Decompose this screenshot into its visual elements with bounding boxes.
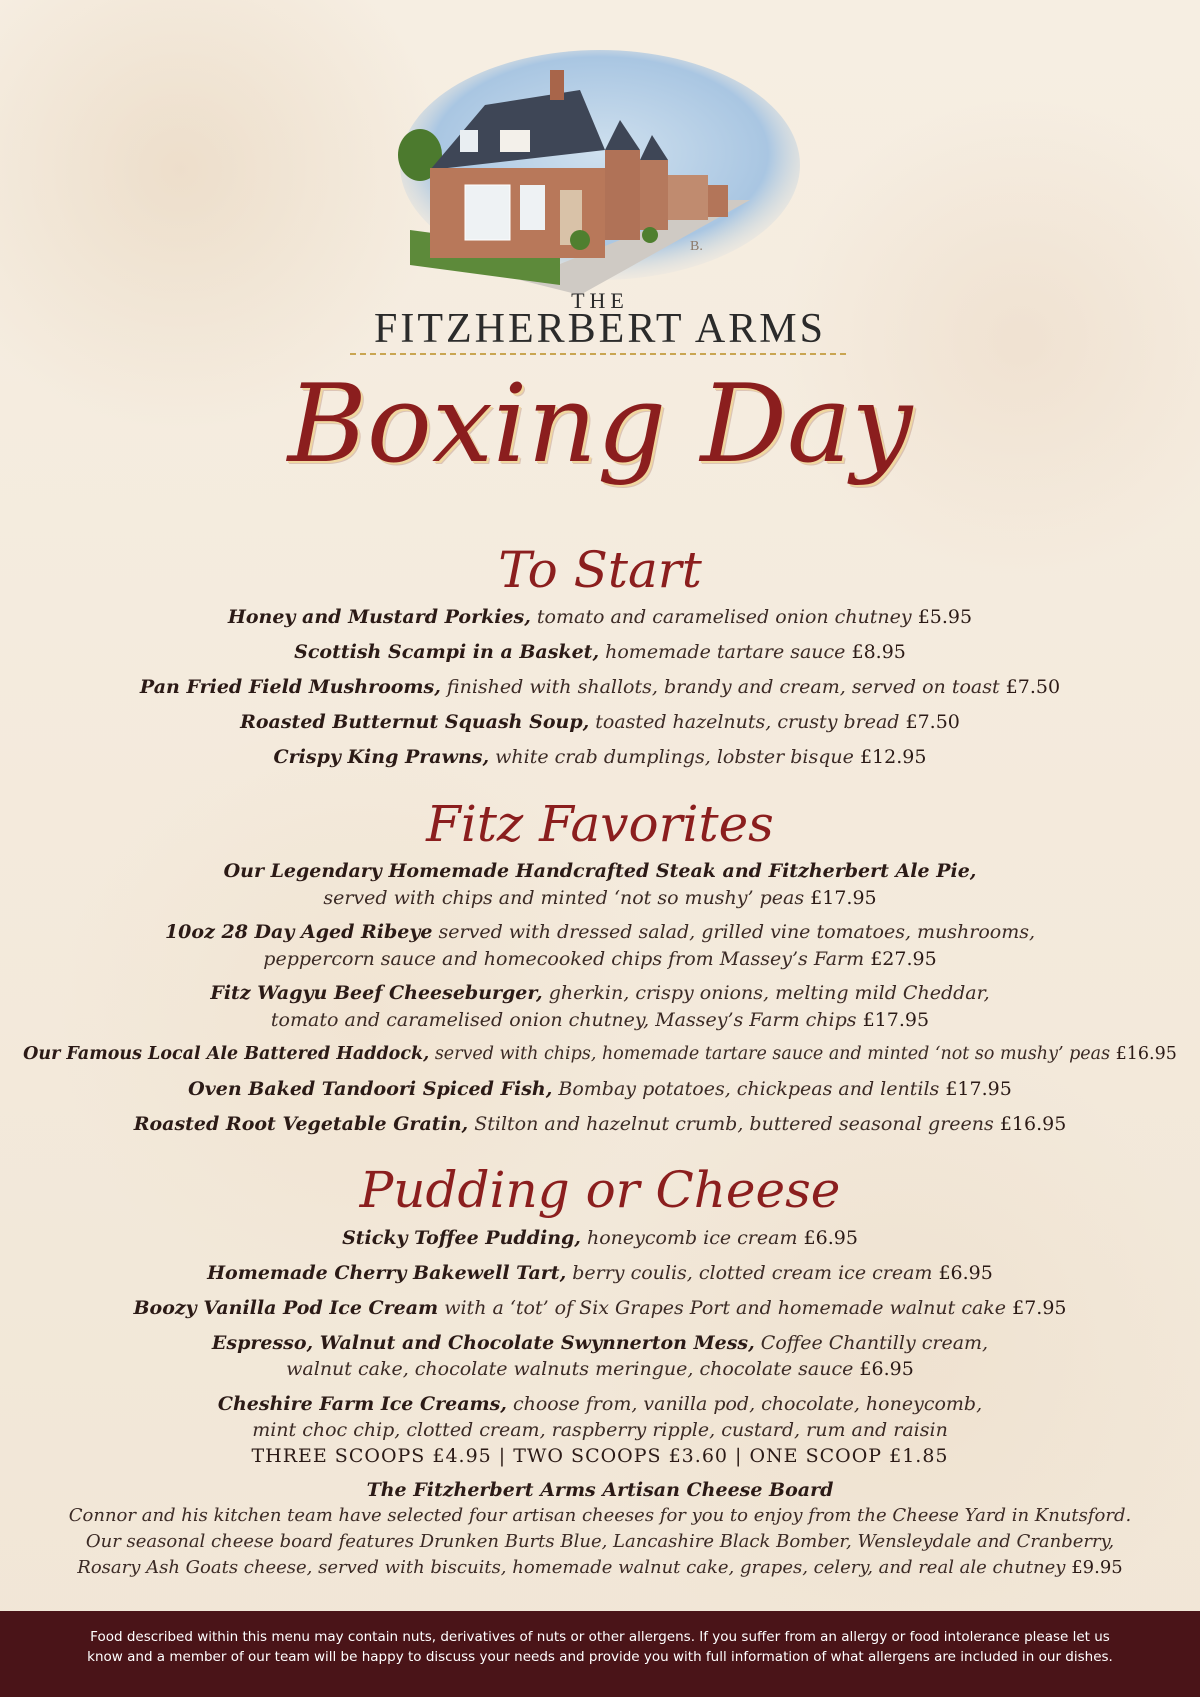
item-name: Fitz Wagyu Beef Cheeseburger, [210,982,543,1004]
item-desc: served with chips, homemade tartare sauce and minted ‘not so mushy’ peas [434,1044,1111,1064]
item-desc: toasted hazelnuts, crusty bread [595,711,900,733]
menu-item [0,1111,1200,1137]
item-desc: homemade tartare sauce [605,641,846,663]
item-name: Scottish Scampi in a Basket, [294,641,600,663]
item-desc: Connor and his kitchen team have selected four artisan cheeses for you to enjoy from the Cheese Yard in Knutsford. [68,1505,1132,1526]
item-price: £17.95 [862,1009,930,1031]
menu-item [0,709,1200,735]
menu-item [0,674,1200,700]
item-price: £8.95 [851,641,906,663]
item-name: Oven Baked Tandoori Spiced Fish, [188,1078,553,1100]
scoop-prices: THREE SCOOPS £4.95 | TWO SCOOPS £3.60 | ONE SCOOP £1.85 [251,1445,949,1467]
item-price: £6.95 [859,1358,914,1380]
item-desc: peppercorn sauce and homecooked chips from Massey’s Farm [263,948,865,970]
menu-item [0,1295,1200,1321]
item-desc: gherkin, crispy onions, melting mild Cheddar, [548,982,990,1004]
cheese-board-line [0,1529,1200,1555]
item-desc: with a ‘tot’ of Six Grapes Port and homemade walnut cake [444,1297,1007,1319]
item-desc: mint choc chip, clotted cream, raspberry ripple, custard, rum and raisin [252,1419,948,1441]
item-desc: berry coulis, clotted cream ice cream [572,1262,933,1284]
item-name: Our Famous Local Ale Battered Haddock, [23,1044,430,1064]
item-name: Homemade Cherry Bakewell Tart, [207,1262,567,1284]
section-heading-pudding: Pudding or Cheese [359,1161,841,1219]
section-heading-favorites: Fitz Favorites [426,795,774,853]
item-name: The Fitzherbert Arms Artisan Cheese Board [366,1479,834,1501]
menu-item [0,639,1200,665]
item-desc: choose from, vanilla pod, chocolate, honeycomb, [512,1393,983,1415]
item-desc: walnut cake, chocolate walnuts meringue, chocolate sauce [286,1358,854,1380]
item-price: £9.95 [1071,1557,1123,1578]
item-desc: served with chips and minted ‘not so mushy’ peas [323,887,805,909]
item-price: £6.95 [803,1227,858,1249]
menu-item [0,1330,1200,1356]
item-name: Boozy Vanilla Pod Ice Cream [133,1297,439,1319]
item-name: Roasted Root Vegetable Gratin, [133,1113,469,1135]
item-desc: Coffee Chantilly cream, [760,1332,989,1354]
allergen-notice-line: know and a member of our team will be happy to discuss your needs and provide you with full information of what allergens are included in our dishes. [87,1649,1113,1665]
item-price: £7.50 [905,711,960,733]
menu-item [0,919,1200,945]
menu-item [0,744,1200,770]
item-price: £6.95 [938,1262,993,1284]
cheese-board-line [0,1555,1200,1581]
item-price: £5.95 [917,606,973,628]
item-name: Espresso, Walnut and Chocolate Swynnerton Mess, [211,1332,755,1354]
item-price: £17.95 [945,1078,1012,1100]
svg-text:B.: B. [690,239,703,254]
item-name: Pan Fried Field Mushrooms, [139,676,441,698]
brand-name: FITZHERBERT ARMS [374,306,826,352]
item-desc: white crab dumplings, lobster bisque [495,746,854,768]
item-desc: Stilton and hazelnut crumb, buttered seasonal greens [474,1113,994,1135]
item-name: Roasted Butternut Squash Soup, [240,711,590,733]
item-desc: tomato and caramelised onion chutney [536,606,912,628]
item-price: £12.95 [859,746,927,768]
menu-item [0,1041,1200,1067]
allergen-footer [0,1611,1200,1697]
menu-item [0,858,1200,884]
item-name: Our Legendary Homemade Handcrafted Steak and Fitzherbert Ale Pie, [223,860,977,882]
cheese-board-title [0,1477,1200,1503]
item-price: £16.95 [1115,1044,1177,1064]
section-heading-start: To Start [498,541,702,599]
item-desc: Bombay potatoes, chickpeas and lentils [558,1078,940,1100]
item-desc: honeycomb ice cream [586,1227,798,1249]
item-price: £16.95 [999,1113,1067,1135]
item-price: £7.95 [1012,1297,1067,1319]
menu-item [0,1225,1200,1251]
menu-item [0,604,1200,630]
item-desc: tomato and caramelised onion chutney, Massey’s Farm chips [270,1009,857,1031]
item-desc: finished with shallots, brandy and cream, served on toast [446,676,1000,698]
menu-item-cont [0,946,1200,972]
item-price: £27.95 [870,948,937,970]
item-name: Cheshire Farm Ice Creams, [217,1393,507,1415]
menu-item-cont [0,885,1200,911]
allergen-notice-line: Food described within this menu may contain nuts, derivatives of nuts or other allergens. If you suffer from an allergy or food intolerance please let us [90,1629,1110,1645]
menu-item [0,1260,1200,1286]
item-desc: Our seasonal cheese board features Drunken Burts Blue, Lancashire Black Bomber, Wensleydale and Cranberry, [85,1531,1115,1552]
pub-illustration [390,50,810,300]
menu-item [0,980,1200,1006]
item-name: Sticky Toffee Pudding, [342,1227,581,1249]
menu-item-cont [0,1356,1200,1382]
item-name: Crispy King Prawns, [273,746,490,768]
menu-item [0,1076,1200,1102]
menu-item-cont [0,1007,1200,1033]
menu-item [0,1391,1200,1417]
item-name: 10oz 28 Day Aged Ribeye [164,921,433,943]
brand-the: THE [571,288,629,313]
menu-item-cont [0,1417,1200,1443]
page-title: Boxing Day [287,362,913,487]
item-desc: served with dressed salad, grilled vine tomatoes, mushrooms, [438,921,1036,943]
item-price: £7.50 [1005,676,1061,698]
item-name: Honey and Mustard Porkies, [227,606,531,628]
item-price: £17.95 [810,887,877,909]
cheese-board-line [0,1503,1200,1529]
item-desc: Rosary Ash Goats cheese, served with biscuits, homemade walnut cake, grapes, celery, and real ale chutney [77,1557,1066,1578]
